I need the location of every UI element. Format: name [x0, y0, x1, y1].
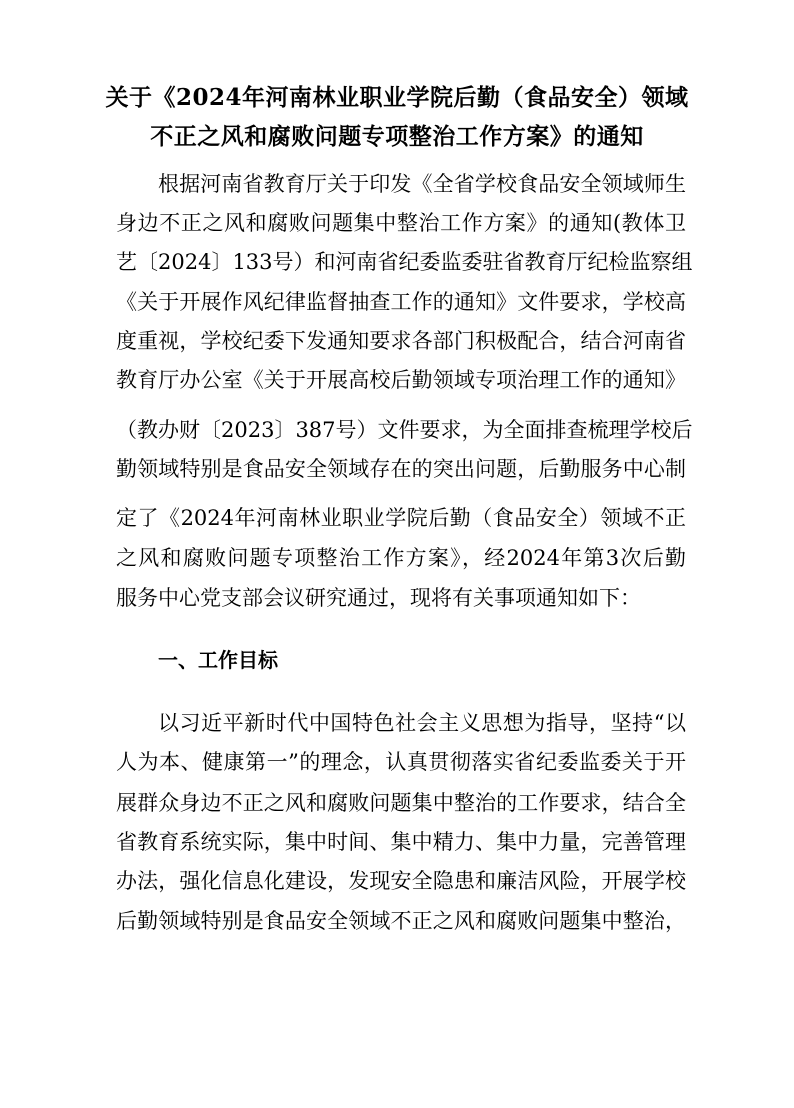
- section-heading-work-goals: 一、工作目标: [158, 648, 278, 672]
- paragraph-line: 度重视，学校纪委下发通知要求各部门积极配合，结合河南省: [116, 329, 686, 353]
- paragraph-line: 身边不正之风和腐败问题集中整治工作方案》的通知(教体卫: [116, 211, 686, 235]
- document-title-line-2: 不正之风和腐败问题专项整治工作方案》的通知: [150, 123, 644, 150]
- paragraph-line: （教办财〔2023〕387号）文件要求，为全面排查梳理学校后: [116, 418, 693, 442]
- paragraph-line: 定了《2024年河南林业职业学院后勤（食品安全）领域不正: [116, 506, 686, 530]
- paragraph-line: 教育厅办公室《关于开展高校后勤领域专项治理工作的通知》: [116, 368, 686, 392]
- paragraph-line: 艺〔2024〕133号）和河南省纪委监委驻省教育厅纪检监察组: [116, 250, 693, 274]
- paragraph-line: 根据河南省教育厅关于印发《全省学校食品安全领域师生: [158, 172, 686, 196]
- paragraph-line: 勤领域特别是食品安全领域存在的突出问题，后勤服务中心制: [116, 457, 686, 481]
- paragraph-line: 省教育系统实际，集中时间、集中精力、集中力量，完善管理: [116, 830, 686, 854]
- paragraph-line: 服务中心党支部会议研究通过，现将有关事项通知如下：: [116, 586, 641, 610]
- paragraph-line: 以习近平新时代中国特色社会主义思想为指导，坚持“以: [158, 711, 686, 735]
- paragraph-line: 展群众身边不正之风和腐败问题集中整治的工作要求，结合全: [116, 791, 686, 815]
- paragraph-line: 之风和腐败问题专项整治工作方案》，经2024年第3次后勤: [116, 546, 686, 570]
- paragraph-line: 《关于开展作风纪律监督抽查工作的通知》文件要求，学校高: [116, 290, 686, 314]
- paragraph-line: 办法，强化信息化建设，发现安全隐患和廉洁风险，开展学校: [116, 869, 686, 893]
- paragraph-line: 后勤领域特别是食品安全领域不正之风和腐败问题集中整治，: [116, 909, 686, 933]
- document-title-line-1: 关于《2024年河南林业职业学院后勤（食品安全）领域: [105, 84, 689, 111]
- paragraph-line: 人为本、健康第一”的理念，认真贯彻落实省纪委监委关于开: [116, 750, 686, 774]
